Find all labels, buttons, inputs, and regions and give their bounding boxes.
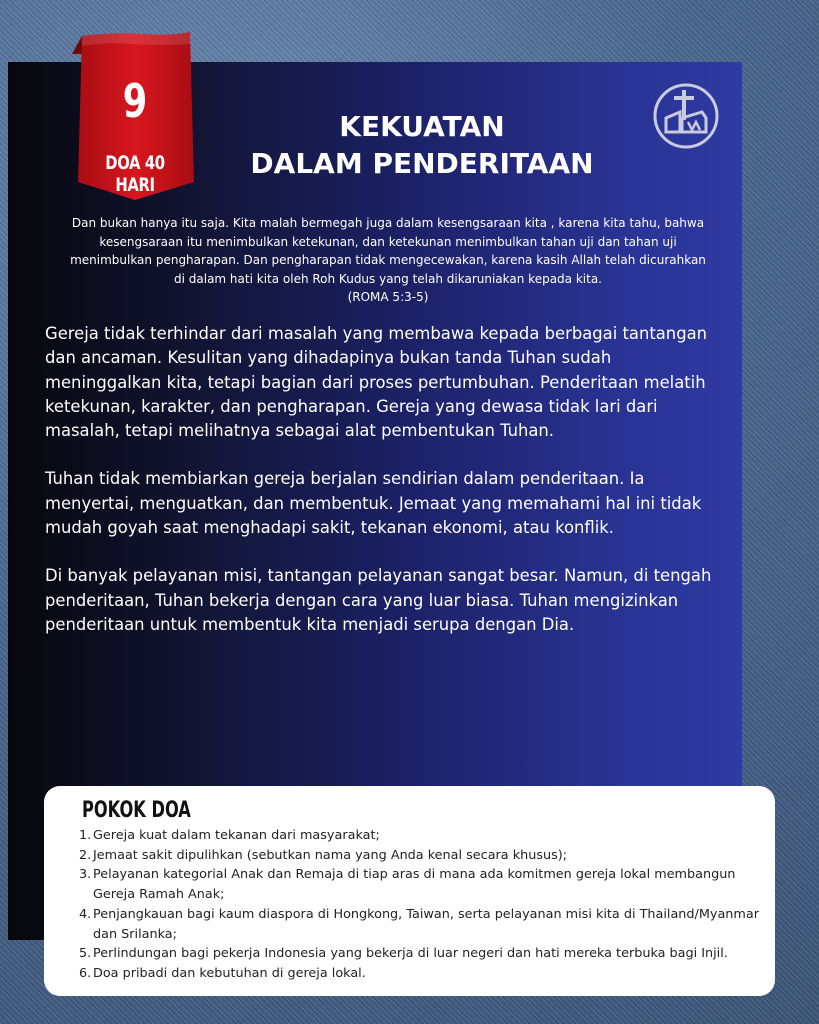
verse-reference: (ROMA 5:3-5) [347, 290, 429, 304]
prayer-points-card [44, 786, 775, 996]
list-item: 6. Doa pribadi dan kebutuhan di gereja lokal. [79, 965, 366, 981]
page-title [210, 108, 634, 182]
series-label: DOA 40 HARI [105, 152, 165, 196]
devotional-body [45, 322, 725, 661]
list-item: 5. Perlindungan bagi pekerja Indonesia yang bekerja di luar negeri dan hati mereka terbuka bagi Injil. [79, 946, 728, 962]
verse-line: Dan bukan hanya itu saja. Kita malah bermegah juga dalam kesengsaraan kita , karena kita tahu, bahwa [71, 216, 705, 230]
list-item: 2. Jemaat sakit dipulihkan (sebutkan nama yang Anda kenal secara khusus); [79, 847, 568, 863]
paragraph: Tuhan tidak membiarkan gereja berjalan sendirian dalam penderitaan. Ia menyertai, menguatkan, dan membentuk. Jemaat yang memahami hal ini tidak mudah goyah saat menghadapi sakit, tekanan ekonomi, atau konflik. [45, 469, 702, 538]
day-number: 9 [122, 74, 148, 128]
scripture-verse [48, 214, 728, 307]
verse-line: di dalam hati kita oleh Roh Kudus yang telah dikaruniakan kepada kita. [174, 271, 602, 286]
prayer-list [79, 826, 769, 984]
list-item: 4. Penjangkauan bagi kaum diaspora di Hongkong, Taiwan, serta pelayanan misi kita di Thailand/Myanmar dan Srilanka; [79, 906, 759, 942]
day-badge [72, 32, 198, 200]
prayer-heading: POKOK DOA [82, 798, 191, 823]
verse-line: kesengsaraan itu menimbulkan ketekunan, dan ketekunan menimbulkan tahan uji dan tahan uji [99, 234, 677, 249]
title-line-1: KEKUATAN [339, 110, 505, 143]
list-item: 3. Pelayanan kategorial Anak dan Remaja di tiap aras di mana ada komitmen gereja lokal membangun Gereja Ramah Anak; [79, 867, 736, 903]
paragraph: Gereja tidak terhindar dari masalah yang membawa kepada berbagai tantangan dan ancaman. Kesulitan yang dihadapinya bukan tanda Tuhan sudah meninggalkan kita, tetapi bagian dari proses pertumbuhan. Penderitaan melatih ketekunan, karakter, dan pengharapan. Gereja yang dewasa tidak lari dari masalah, tetapi melihatnya sebagai alat pembentukan Tuhan. [45, 324, 708, 441]
verse-line: menimbulkan pengharapan. Dan pengharapan tidak mengecewakan, karena kasih Allah telah dicurahkan [70, 253, 706, 267]
paragraph: Di banyak pelayanan misi, tantangan pelayanan sangat besar. Namun, di tengah penderitaan, Tuhan bekerja dengan cara yang luar biasa. Tuhan mengizinkan penderitaan untuk membentuk kita menjadi serupa dengan Dia. [45, 566, 712, 634]
list-item: 1. Gereja kuat dalam tekanan dari masyarakat; [79, 828, 380, 843]
title-line-2: DALAM PENDERITAAN [250, 147, 594, 180]
church-cross-logo-icon [652, 82, 720, 150]
